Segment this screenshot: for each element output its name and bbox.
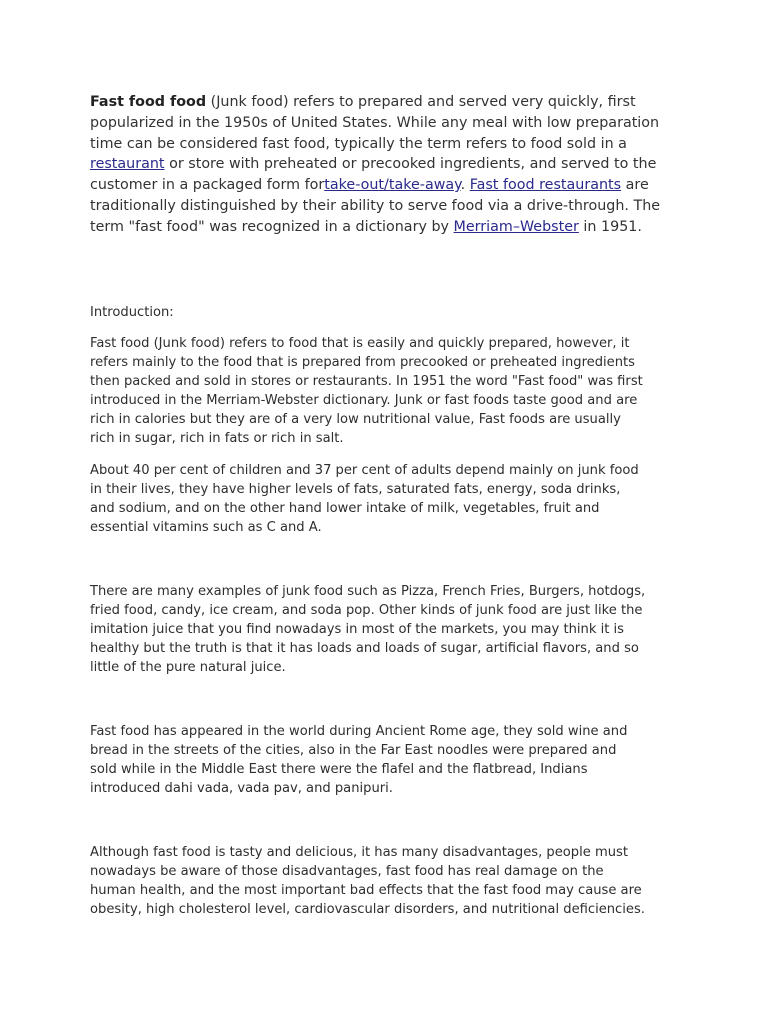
paragraph-line: in their lives, they have higher levels of fats, saturated fats, energy, soda drinks, [90,482,621,497]
paragraph-line: sold while in the Middle East there were the flafel and the flatbread, Indians [90,762,588,777]
takeout-link[interactable]: take-out/take-away [324,177,461,194]
paragraph-line: introduced dahi vada, vada pav, and panipuri. [90,781,393,796]
lead-text-3: . [460,177,470,194]
paragraph-line: Fast food (Junk food) refers to food that is easily and quickly prepared, however, it [90,336,630,351]
fast-food-restaurants-link[interactable]: Fast food restaurants [469,177,622,194]
paragraph-line: introduced in the Merriam-Webster dictionary. Junk or fast foods taste good and are [90,393,638,408]
paragraph-line: essential vitamins such as C and A. [90,520,322,535]
paragraph-line: refers mainly to the food that is prepared from precooked or preheated ingredients [90,355,635,370]
paragraph-statistics [90,461,690,537]
paragraph-examples [90,582,690,677]
lead-text-1: (Junk food) refers to prepared and served very quickly, first popularized in the 1950s of United States. While any meal with low preparation time can be considered fast food, typically the term refers to food sold in a [90,94,660,152]
paragraph-line: imitation juice that you find nowadays in most of the markets, you may think it is [90,622,624,637]
paragraph-history [90,722,690,798]
paragraph-line: then packed and sold in stores or restaurants. In 1951 the word "Fast food" was first [90,374,643,389]
paragraph-line: rich in sugar, rich in fats or rich in salt. [90,431,344,446]
paragraph-line: human health, and the most important bad effects that the fast food may cause are [90,883,642,898]
paragraph-line: little of the pure natural juice. [90,660,286,675]
introduction-heading: Introduction: [90,305,174,320]
paragraph-disadvantages [90,843,690,919]
paragraph-line: Fast food has appeared in the world during Ancient Rome age, they sold wine and [90,724,628,739]
paragraph-line: fried food, candy, ice cream, and soda pop. Other kinds of junk food are just like the [90,603,643,618]
paragraph-line: nowadays be aware of those disadvantages, fast food has real damage on the [90,864,604,879]
paragraph-line: Although fast food is tasty and delicious, it has many disadvantages, people must [90,845,628,860]
lead-term: Fast food food [90,94,207,110]
paragraph-definition [90,334,690,448]
merriam-webster-link[interactable]: Merriam–Webster [453,218,579,235]
paragraph-line: and sodium, and on the other hand lower intake of milk, vegetables, fruit and [90,501,600,516]
paragraph-line: bread in the streets of the cities, also in the Far East noodles were prepared and [90,743,617,758]
lead-paragraph [90,92,680,238]
lead-text-5: in 1951. [578,218,642,235]
restaurant-link[interactable]: restaurant [90,156,165,173]
paragraph-line: rich in calories but they are of a very low nutritional value, Fast foods are usually [90,412,621,427]
paragraph-line: About 40 per cent of children and 37 per cent of adults depend mainly on junk food [90,463,639,478]
paragraph-line: healthy but the truth is that it has loads and loads of sugar, artificial flavors, and so [90,641,639,656]
lead-text-4: are traditionally distinguished by their ability to serve food via a drive-through. The term "fast food" was recognized in a dictionary by [90,177,661,235]
paragraph-line: obesity, high cholesterol level, cardiovascular disorders, and nutritional deficiencies. [90,902,645,917]
paragraph-line: There are many examples of junk food such as Pizza, French Fries, Burgers, hotdogs, [90,584,646,599]
lead-text-2: or store with preheated or precooked ingredients, and served to the customer in a packaged form for [90,156,657,194]
